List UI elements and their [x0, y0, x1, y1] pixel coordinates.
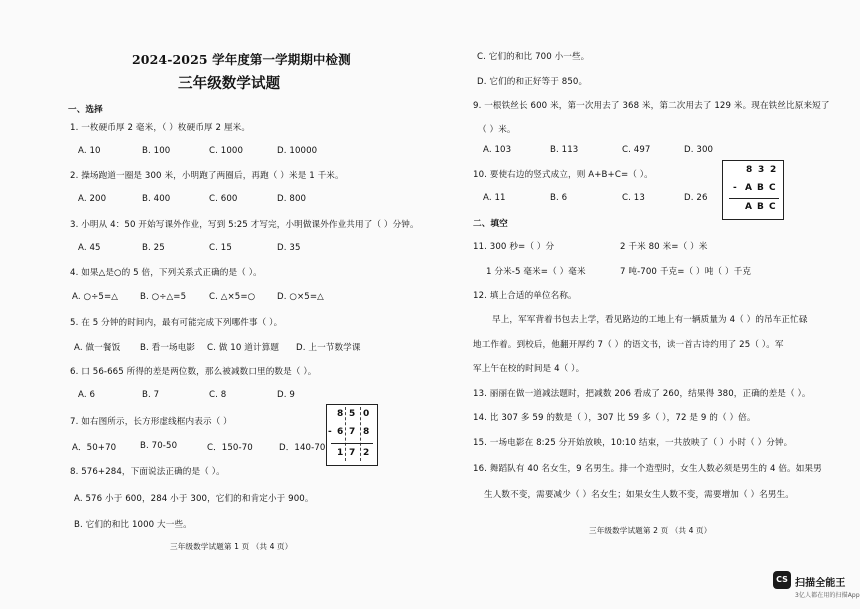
question-11: 11. 300 秒=（ ）分: [473, 242, 555, 252]
question-11-d: 7 吨-700 千克=（ ）吨（ ）千克: [620, 267, 752, 277]
option: A. 6: [78, 390, 96, 400]
option: D. ○×5=△: [277, 292, 324, 302]
option: C. 497: [622, 145, 651, 155]
question-16-cont: 生人数不变，需要减少（ ）名女生；如果女生人数不变，需要增加（ ）名男生。: [484, 490, 794, 500]
exam-page-2: [430, 0, 860, 609]
letter: B: [757, 183, 764, 193]
watermark-name: 扫描全能王: [795, 578, 846, 589]
equation-figure: [722, 160, 784, 220]
option: B. 400: [142, 194, 171, 204]
option: A. 11: [483, 193, 506, 203]
digit: 8: [746, 165, 753, 175]
option: D. 300: [684, 145, 714, 155]
option: D．140-70: [279, 443, 326, 453]
subtraction-figure: [326, 404, 378, 466]
letter: A: [745, 202, 752, 212]
digit: 1: [337, 448, 344, 458]
paragraph-line: 早上，军军背着书包去上学，看见路边的工地上有一辆质量为 4（ ）的吊车正忙碌: [492, 315, 808, 325]
paragraph-line: 地工作着。到校后，他翻开厚约 7（ ）的语文书，读一首古诗约用了 25（ ）。军: [473, 340, 784, 350]
option: A. 做一餐饭: [74, 343, 121, 353]
result-line: [331, 443, 373, 444]
option: A. 10: [78, 146, 101, 156]
option: D. 它们的和正好等于 850。: [477, 77, 588, 87]
question-7: 7. 如右图所示，长方形虚线框内表示（ ）: [70, 417, 232, 427]
question-10: 10. 要使右边的竖式成立，则 A+B+C=（ ）。: [473, 170, 653, 180]
option: B. 6: [550, 193, 568, 203]
dashed-frame-left: [345, 407, 346, 461]
option: B. 113: [550, 145, 579, 155]
option: C. 它们的和比 700 小一些。: [477, 52, 590, 62]
watermark-sub: 3亿人都在用的扫描App: [795, 592, 860, 599]
question-4: 4. 如果△是○的 5 倍，下列关系式正确的是（ ）。: [70, 268, 262, 278]
minus-sign: -: [733, 183, 737, 193]
option: A．50+70: [72, 443, 117, 453]
question-9: 9. 一根铁丝长 600 米，第一次用去了 368 米，第二次用去了 129 米。现在铁丝比原来短了: [473, 101, 830, 111]
option: B. 25: [142, 243, 165, 253]
question-2: 2. 操场跑道一圈是 300 米，小明跑了两圈后，再跑（ ）米是 1 千米。: [70, 171, 344, 181]
digit: 7: [349, 427, 356, 437]
letter: A: [745, 183, 752, 193]
exam-subtitle: 三年级数学试题: [178, 75, 281, 92]
paragraph-line: 军上午在校的时间是 4（ ）。: [473, 364, 585, 374]
option: C. △×5=○: [209, 292, 256, 302]
question-11-b: 2 千米 80 米=（ ）米: [620, 242, 708, 252]
question-9-blank: （ ）米。: [478, 125, 516, 135]
digit: 2: [770, 165, 777, 175]
section-heading-fill: 二、填空: [473, 219, 508, 229]
question-8: 8. 576+284，下面说法正确的是（ ）。: [70, 467, 225, 477]
digit: 3: [758, 165, 765, 175]
option: D. 10000: [277, 146, 318, 156]
digit: 0: [363, 409, 370, 419]
digit: 8: [337, 409, 344, 419]
option: B. 100: [142, 146, 171, 156]
option: C. 8: [209, 390, 227, 400]
option: C. 15: [209, 243, 232, 253]
camscanner-logo-icon: CS: [773, 571, 791, 589]
dashed-frame-right: [360, 407, 361, 461]
question-1: 1. 一枚硬币厚 2 毫米，（ ）枚硬币厚 2 厘米。: [70, 123, 251, 133]
option: B. 70-50: [140, 441, 178, 451]
option: C. 做 10 道计算题: [207, 343, 280, 353]
question-14: 14. 比 307 多 59 的数是（ ），307 比 59 多（ ），72 是 9 的（ ）倍。: [473, 413, 756, 423]
option: A. 200: [78, 194, 107, 204]
section-heading-choice: 一、选择: [68, 105, 103, 115]
digit: 2: [363, 448, 370, 458]
question-15: 15. 一场电影在 8:25 分开始放映，10:10 结束，一共放映了（ ）小时（ ）分钟。: [473, 438, 793, 448]
option: A. 576 小于 600，284 小于 300，它们的和肯定小于 900。: [74, 494, 314, 504]
option: B. 7: [142, 390, 160, 400]
option: B. 看一场电影: [140, 343, 196, 353]
digit: 8: [363, 427, 370, 437]
option: D. 上一节数学课: [296, 343, 361, 353]
question-13: 13. 丽丽在做一道减法题时，把减数 206 看成了 260，结果得 380，正确的差是（ ）。: [473, 389, 811, 399]
letter: C: [769, 183, 776, 193]
option: C. 1000: [209, 146, 244, 156]
digit: 5: [349, 409, 356, 419]
letter: B: [757, 202, 764, 212]
option: B. 它们的和比 1000 大一些。: [74, 520, 192, 530]
question-11-c: 1 分米-5 毫米=（ ）毫米: [486, 267, 586, 277]
digit: 7: [349, 448, 356, 458]
question-16: 16. 舞蹈队有 40 名女生，9 名男生。排一个造型时，女生人数必须是男生的 4 倍。如果男: [473, 464, 822, 474]
option: D. 35: [277, 243, 301, 253]
option: B. ○÷△=5: [140, 292, 187, 302]
option: C. 600: [209, 194, 238, 204]
option: C. 13: [622, 193, 645, 203]
option: D. 9: [277, 390, 295, 400]
digit: 6: [337, 427, 344, 437]
letter: C: [769, 202, 776, 212]
option: A. ○÷5=△: [72, 292, 118, 302]
result-line: [729, 198, 779, 199]
page-footer: 三年级数学试题第 1 页 （共 4 页）: [170, 542, 293, 551]
option: C．150-70: [207, 443, 253, 453]
option: A. 45: [78, 243, 101, 253]
exam-title: 2024-2025 学年度第一学期期中检测: [132, 52, 351, 67]
question-5: 5. 在 5 分钟的时间内，最有可能完成下列哪件事（ ）。: [70, 318, 283, 328]
page-footer: 三年级数学试题第 2 页 （共 4 页）: [589, 526, 712, 535]
minus-sign: -: [328, 427, 332, 437]
question-12: 12. 填上合适的单位名称。: [473, 291, 577, 301]
question-6: 6. 口 56-665 所得的差是两位数，那么被减数口里的数是（ ）。: [70, 367, 317, 377]
option: D. 26: [684, 193, 708, 203]
option: A. 103: [483, 145, 512, 155]
question-3: 3. 小明从 4：50 开始写课外作业，写到 5:25 才写完，小明做课外作业共用了（ ）分钟。: [70, 220, 419, 230]
option: D. 800: [277, 194, 307, 204]
